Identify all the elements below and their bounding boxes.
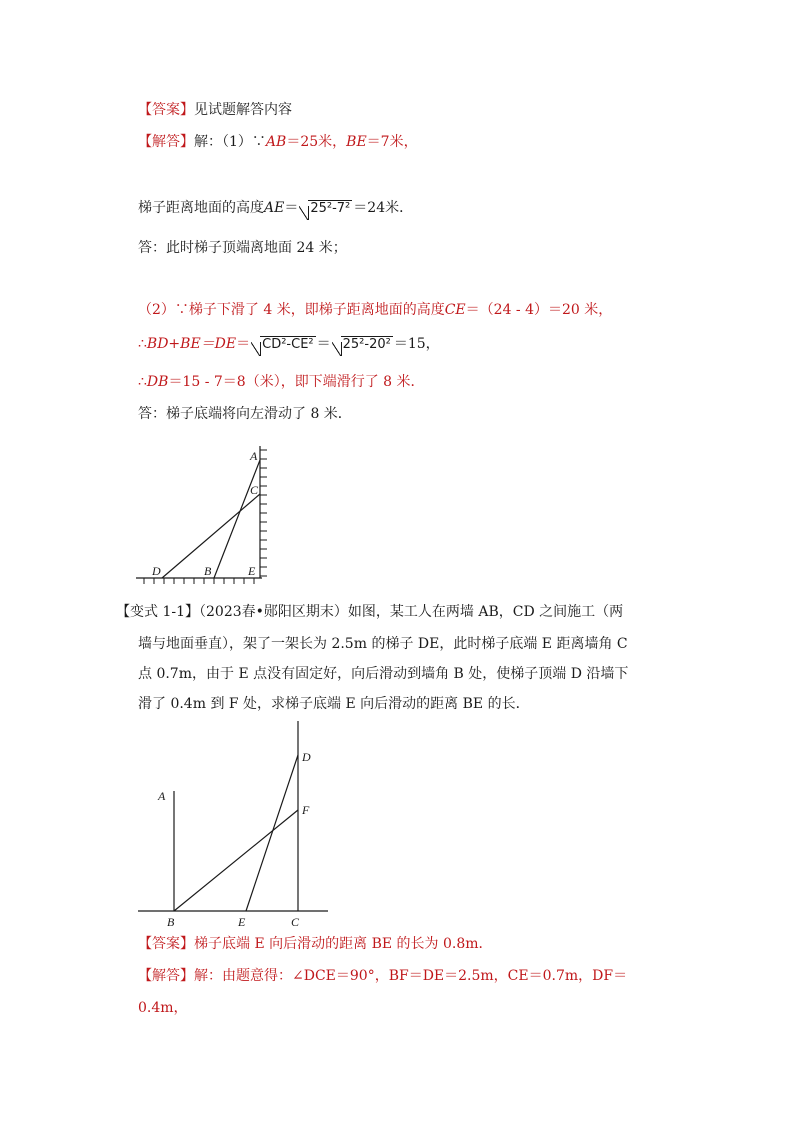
ladder-bf [174,810,298,911]
answer-line-1 [138,100,292,120]
figure-2-two-walls-diagram [134,718,334,933]
ladder-de [246,755,298,911]
sol5-text-d: ＝15， [393,336,440,352]
answer-text: 见试题解答内容 [194,102,292,118]
sol6-therefore: ∴ [138,374,147,390]
ground-hatching [144,578,254,584]
wall-hatching [260,450,267,576]
variant-text-2: 墙与地面垂直），架了一架长为 2.5m 的梯子 DE，此时梯子底端 E 距离墙角 C [138,636,628,652]
sol1-be: BE [346,134,367,150]
sol1-ab: AB [265,134,287,150]
variant-text-1: （2023春•郧阳区期末）如图，某工人在两墙 AB，CD 之间施工（两 [199,604,624,620]
sol4-ce: CE [444,302,466,318]
fig2-label-e: E [238,915,246,929]
sol1-text-a: 解：（1）∵ [194,134,266,150]
variant-line-1 [116,602,623,622]
solution-tag: 【解答】 [138,134,194,150]
sol6-db: DB [146,374,169,390]
solution2-text-1: 解：由题意得：∠DCE＝90°，BF＝DE＝2.5m，CE＝0.7m，DF＝ [194,968,628,984]
sol2-eq: ＝ [284,200,299,216]
fig1-label-b: B [204,564,212,578]
sol1-text-c: ＝7米， [366,134,418,150]
sol3-text: 答：此时梯子顶端离地面 24 米； [138,240,347,256]
answer-tag: 【答案】 [138,102,194,118]
fig2-label-a: A [158,789,166,803]
fig1-label-e: E [248,564,256,578]
answer-tag-2: 【答案】 [138,936,194,952]
sol2-text-c: ＝24米． [353,200,414,216]
sqrt-cd-ce-radicand: CD²-CE² [262,337,314,352]
variant-line-3 [138,664,628,684]
solution-line-6 [138,372,425,392]
sol5-eq: ＝ [236,336,251,352]
solution-line-5 [138,334,440,355]
fig2-label-f: F [302,803,310,817]
sol4-text-b: ＝（24 - 4）＝20 米， [465,302,613,318]
sol5-expr: BD+BE＝DE [146,336,237,352]
solution-line-4 [138,300,612,320]
sol2-text-a: 梯子距离地面的高度 [138,200,264,216]
fig1-label-a: A [250,449,258,463]
solution-tag-2: 【解答】 [138,968,194,984]
sqrt-25-7-radicand: 25²-7² [310,201,351,216]
fig2-label-c: C [291,915,300,929]
solution2-line-1 [138,966,627,986]
sol1-text-b: ＝25米， [286,134,347,150]
answer-text-2: 梯子底端 E 向后滑动的距离 BE 的长为 0.8m． [194,936,493,952]
sol4-text-a: （2）∵梯子下滑了 4 米，即梯子距离地面的高度 [138,302,445,318]
sol2-ae: AE [264,200,285,216]
sqrt-cd-ce [251,334,316,355]
variant-text-4: 滑了 0.4m 到 F 处，求梯子底端 E 向后滑动的距离 BE 的长． [138,696,530,712]
sol5-eq2: ＝ [316,336,331,352]
fig1-label-c: C [250,483,259,497]
solution2-text-2: 0.4m， [138,1000,188,1016]
ladder-ab [214,460,260,578]
answer-line-2 [138,934,493,954]
fig2-label-b: B [167,915,175,929]
solution-line-1 [138,132,418,152]
sqrt-25-20-radicand: 25²-20² [342,337,391,352]
sol6-text-b: ＝15 - 7＝8（米），即下端滑行了 8 米． [168,374,425,390]
sol7-text: 答：梯子底端将向左滑动了 8 米． [138,406,352,422]
variant-line-2 [138,634,628,654]
solution-line-7 [138,404,352,424]
variant-line-4 [138,694,530,714]
figure-1-ladder-diagram [134,438,284,588]
variant-tag: 【变式 1-1】 [116,604,199,620]
sqrt-25-20 [332,334,393,355]
sol5-therefore: ∴ [138,336,147,352]
solution-line-3 [138,238,347,258]
solution-line-2 [138,198,413,219]
sqrt-25-7 [299,198,352,219]
solution2-line-2 [138,998,188,1018]
fig1-label-d: D [152,564,161,578]
fig2-label-d: D [302,750,311,764]
variant-text-3: 点 0.7m，由于 E 点没有固定好，向后滑动到墙角 B 处，使梯子顶端 D 沿墙下 [138,666,629,682]
